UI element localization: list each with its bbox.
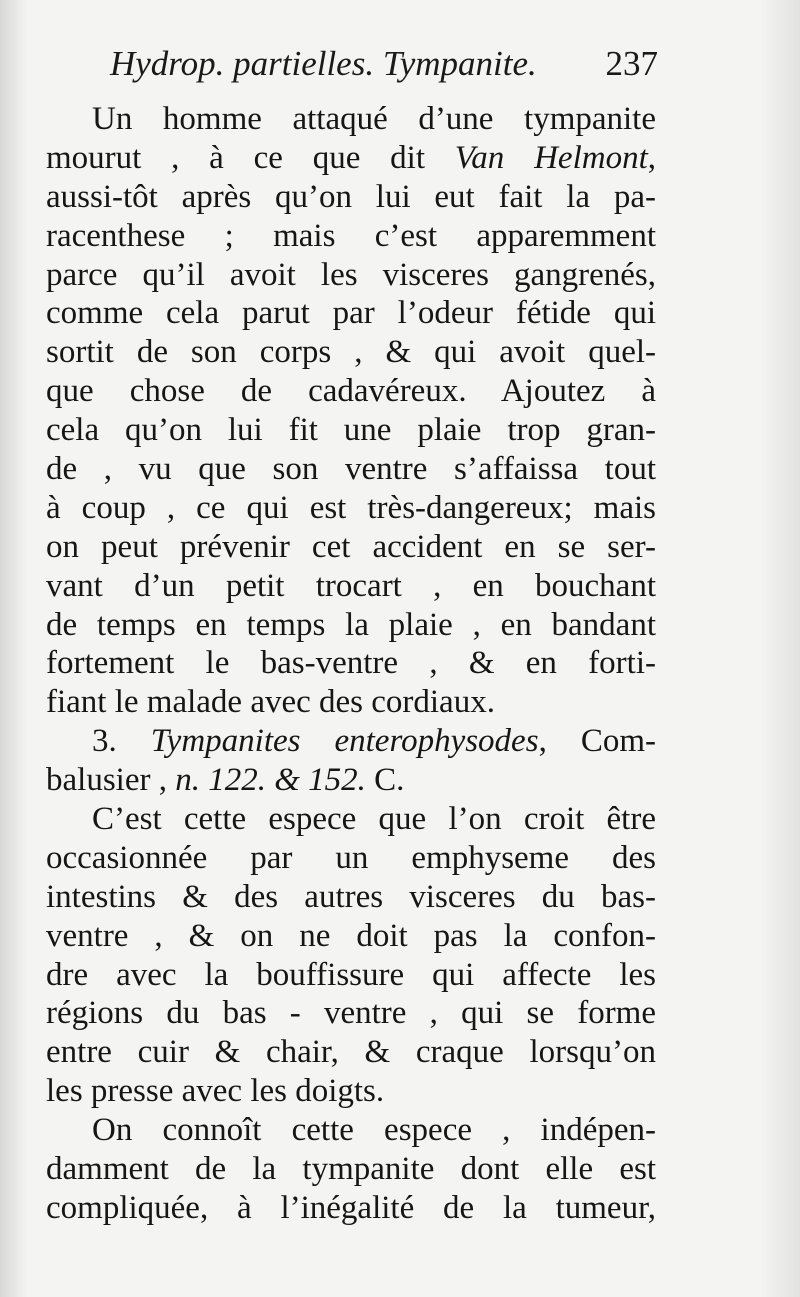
text-line: occasionnée par un emphyseme des bbox=[46, 839, 656, 876]
text-line: régions du bas - ventre , qui se forme bbox=[46, 995, 656, 1032]
text-line: fortement le bas-ventre , & en forti- bbox=[46, 645, 656, 682]
text-line: C’est cette espece que l’on croit être bbox=[92, 801, 656, 838]
running-title: Hydrop. partielles. Tympanite. bbox=[110, 44, 537, 83]
text-line: intestins & des autres visceres du bas- bbox=[46, 878, 656, 915]
text-line: comme cela parut par l’odeur fétide qui bbox=[46, 295, 656, 332]
text-line: fiant le malade avec des cordiaux. bbox=[46, 684, 495, 721]
text-line: les presse avec les doigts. bbox=[46, 1073, 385, 1110]
text-line: on peut prévenir cet accident en se ser- bbox=[46, 528, 656, 565]
text-line: de , vu que son ventre s’affaissa tout bbox=[46, 451, 656, 488]
body-text bbox=[46, 100, 656, 1228]
text-line: vant d’un petit trocart , en bouchant bbox=[46, 567, 656, 604]
running-header bbox=[110, 44, 658, 84]
text-line: à coup , ce qui est très-dangereux; mais bbox=[46, 489, 656, 526]
text-line: balusier , n. 122. & 152. C. bbox=[46, 762, 405, 799]
text-line: cela qu’on lui fit une plaie trop gran- bbox=[46, 412, 656, 449]
text-line: aussi-tôt après qu’on lui eut fait la pa- bbox=[46, 178, 656, 215]
text-line: sortit de son corps , & qui avoit quel- bbox=[46, 334, 656, 371]
text-line: parce qu’il avoit les visceres gangrenés, bbox=[46, 256, 656, 293]
section-heading-line: 3. Tympanites enterophysodes, Com- bbox=[92, 723, 656, 760]
text-line: entre cuir & chair, & craque lorsqu’on bbox=[46, 1034, 656, 1071]
text-line: que chose de cadavéreux. Ajoutez à bbox=[46, 373, 656, 410]
text-line: dre avec la bouffissure qui affecte les bbox=[46, 956, 656, 993]
text-line: ventre , & on ne doit pas la confon- bbox=[46, 917, 656, 954]
text-line: mourut , à ce que dit Van Helmont, bbox=[46, 139, 656, 176]
text-line: damment de la tympanite dont elle est bbox=[46, 1151, 656, 1188]
text-line: On connoît cette espece , indépen- bbox=[92, 1112, 656, 1149]
text-line: racenthese ; mais c’est apparemment bbox=[46, 217, 656, 254]
text-line: Un homme attaqué d’une tympanite bbox=[92, 101, 656, 137]
page-number: 237 bbox=[605, 44, 658, 83]
text-line: de temps en temps la plaie , en bandant bbox=[46, 606, 656, 643]
text-line: compliquée, à l’inégalité de la tumeur, bbox=[46, 1189, 656, 1226]
